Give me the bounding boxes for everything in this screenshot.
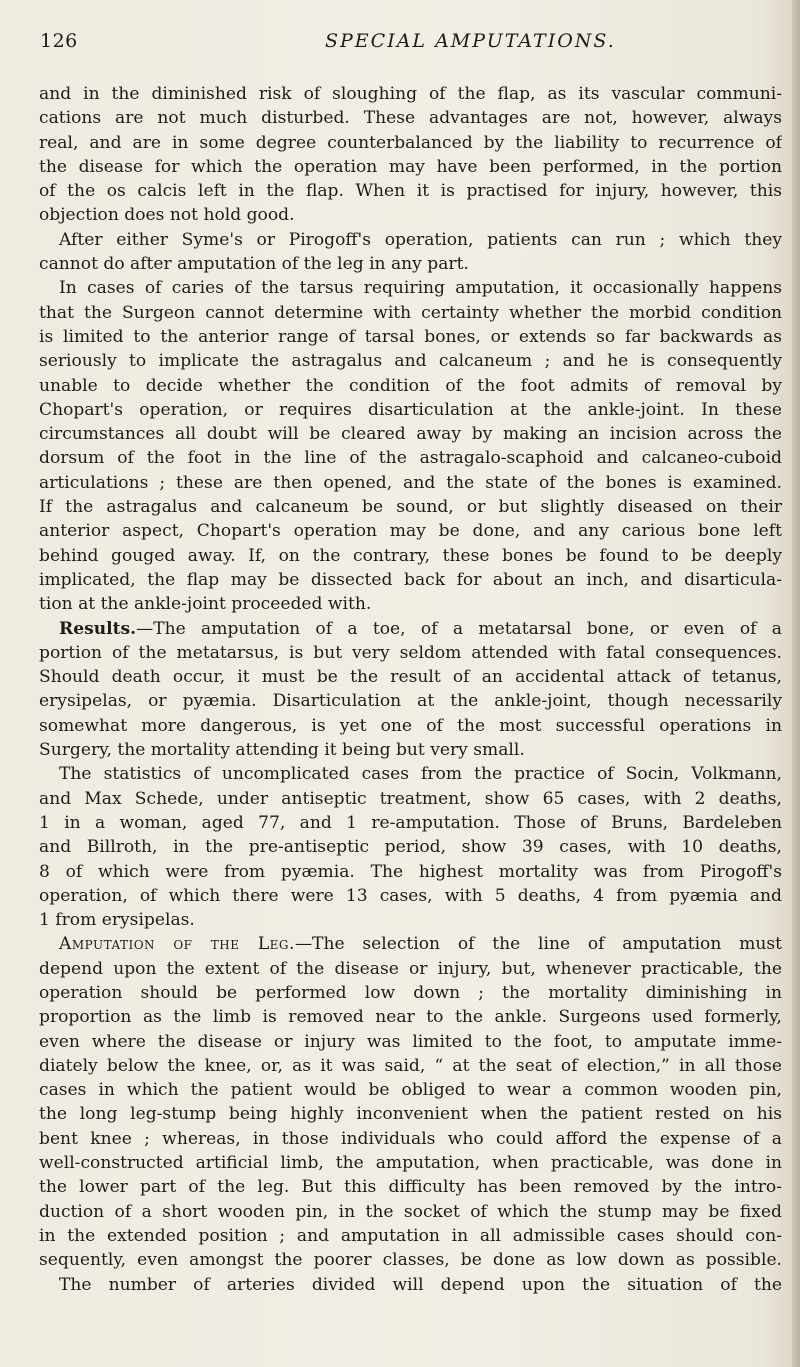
line-text: operation should be performed low down ; the mortality diminishing in — [39, 982, 782, 1003]
line-text: 8 of which were from pyæmia. The highest mortality was from Pirogoff's — [39, 861, 782, 882]
text-line — [39, 1200, 782, 1224]
line-text: the disease for which the operation may have been performed, in the portion — [39, 156, 782, 177]
text-line — [39, 1175, 782, 1199]
line-text: depend upon the extent of the disease or injury, but, whenever practicable, the — [39, 958, 782, 979]
line-text: the long leg-stump being highly inconvenient when the patient rested on his — [39, 1104, 782, 1125]
line-text: is limited to the anterior range of tarsal bones, or extends so far backwards as — [39, 326, 782, 347]
line-text: After either Syme's or Pirogoff's operation, patients can run ; which they — [59, 229, 782, 250]
body-text — [39, 82, 782, 1297]
line-text: implicated, the flap may be dissected back for about an inch, and disarticula- — [39, 569, 782, 590]
line-text: cannot do after amputation of the leg in any part. — [39, 254, 469, 275]
line-text: well-constructed artificial limb, the amputation, when practicable, was done in — [39, 1153, 782, 1174]
line-text: somewhat more dangerous, is yet one of the most successful operations in — [39, 715, 782, 736]
line-text: and Billroth, in the pre-antiseptic period, show 39 cases, with 10 deaths, — [39, 837, 782, 858]
line-text: and Max Schede, under antiseptic treatment, show 65 cases, with 2 deaths, — [39, 788, 782, 809]
line-text: In cases of caries of the tarsus requiring amputation, it occasionally happens — [59, 278, 782, 299]
line-text: anterior aspect, Chopart's operation may be done, and any carious bone left — [39, 521, 782, 542]
text-line — [39, 544, 782, 568]
text-line — [39, 471, 782, 495]
text-line — [39, 860, 782, 884]
line-text: The number of arteries divided will depend upon the situation of the — [59, 1274, 782, 1295]
line-text: dorsum of the foot in the line of the astragalo-scaphoid and calcaneo-cuboid — [39, 448, 782, 469]
text-line — [39, 179, 782, 203]
text-line — [39, 762, 782, 786]
page-header — [40, 30, 780, 70]
line-text: diately below the knee, or, as it was said, “ at the seat of election,” in all those — [39, 1055, 782, 1076]
text-line — [39, 1078, 782, 1102]
text-line — [39, 1224, 782, 1248]
text-line — [39, 617, 782, 641]
line-text: If the astragalus and calcaneum be sound, or but slightly diseased on their — [39, 497, 782, 518]
text-line — [39, 301, 782, 325]
line-text: of the os calcis left in the flap. When it is practised for injury, however, this — [39, 181, 782, 202]
line-text: seriously to implicate the astragalus and calcaneum ; and he is consequently — [39, 351, 782, 372]
line-text: sequently, even amongst the poorer classes, be done as low down as possible. — [39, 1250, 782, 1271]
line-text: cations are not much disturbed. These advantages are not, however, always — [39, 108, 782, 129]
line-text: Chopart's operation, or requires disarticulation at the ankle-joint. In these — [39, 399, 782, 420]
text-line — [39, 787, 782, 811]
text-line — [39, 1005, 782, 1029]
text-line — [39, 1273, 782, 1297]
running-title: SPECIAL AMPUTATIONS. — [325, 30, 616, 52]
text-line — [39, 1054, 782, 1078]
line-text: tion at the ankle-joint proceeded with. — [39, 594, 372, 615]
text-line — [39, 689, 782, 713]
text-line — [39, 738, 782, 762]
text-line — [39, 398, 782, 422]
text-line — [39, 422, 782, 446]
text-line — [39, 495, 782, 519]
text-line — [39, 641, 782, 665]
page-number: 126 — [40, 30, 78, 52]
line-text: the lower part of the leg. But this difficulty has been removed by the intro- — [39, 1177, 782, 1198]
line-text: duction of a short wooden pin, in the socket of which the stump may be fixed — [39, 1201, 782, 1222]
text-line — [39, 714, 782, 738]
line-text: unable to decide whether the condition of the foot admits of removal by — [39, 375, 782, 396]
line-text: 1 in a woman, aged 77, and 1 re-amputation. Those of Bruns, Bardeleben — [39, 812, 782, 833]
line-text: erysipelas, or pyæmia. Disarticulation at the ankle-joint, though necessarily — [39, 691, 782, 712]
section-heading: Results. — [59, 618, 137, 639]
line-text: real, and are in some degree counterbalanced by the liability to recurrence of — [39, 132, 782, 153]
line-text: Surgery, the mortality attending it being but very small. — [39, 740, 525, 761]
line-text: 1 from erysipelas. — [39, 910, 195, 931]
text-line — [39, 252, 782, 276]
line-text: —The selection of the line of amputation must — [294, 934, 782, 955]
text-line — [39, 446, 782, 470]
text-line — [39, 592, 782, 616]
line-text: articulations ; these are then opened, and the state of the bones is examined. — [39, 472, 782, 493]
text-line — [39, 155, 782, 179]
line-text: in the extended position ; and amputation in all admissible cases should con- — [39, 1225, 782, 1246]
line-text: bent knee ; whereas, in those individuals who could afford the expense of a — [39, 1128, 782, 1149]
text-line — [39, 374, 782, 398]
line-text: —The amputation of a toe, of a metatarsal bone, or even of a — [136, 618, 782, 639]
text-line — [39, 519, 782, 543]
line-text: Should death occur, it must be the result of an accidental attack of tetanus, — [39, 667, 782, 688]
line-text: cases in which the patient would be obliged to wear a common wooden pin, — [39, 1080, 782, 1101]
text-line — [39, 957, 782, 981]
line-text: even where the disease or injury was limited to the foot, to amputate imme- — [39, 1031, 782, 1052]
line-text: The statistics of uncomplicated cases from the practice of Socin, Volkmann, — [59, 764, 782, 785]
page-edge — [792, 0, 800, 1367]
text-line — [39, 908, 782, 932]
text-line — [39, 835, 782, 859]
line-text: objection does not hold good. — [39, 205, 295, 226]
line-text: operation, of which there were 13 cases, with 5 deaths, 4 from pyæmia and — [39, 885, 782, 906]
text-line — [39, 568, 782, 592]
text-line — [39, 1102, 782, 1126]
text-line — [39, 884, 782, 908]
line-text: that the Surgeon cannot determine with certainty whether the morbid condition — [39, 302, 782, 323]
text-line — [39, 325, 782, 349]
text-line — [39, 932, 782, 956]
text-line — [39, 228, 782, 252]
text-line — [39, 106, 782, 130]
text-line — [39, 665, 782, 689]
text-line — [39, 82, 782, 106]
text-line — [39, 349, 782, 373]
text-line — [39, 1030, 782, 1054]
line-text: and in the diminished risk of sloughing of the flap, as its vascular communi- — [39, 84, 782, 104]
text-line — [39, 1127, 782, 1151]
text-line — [39, 1248, 782, 1272]
text-line — [39, 811, 782, 835]
text-line — [39, 981, 782, 1005]
line-text: portion of the metatarsus, is but very seldom attended with fatal consequences. — [39, 642, 782, 663]
text-line — [39, 276, 782, 300]
line-text: circumstances all doubt will be cleared away by making an incision across the — [39, 424, 782, 445]
text-line — [39, 203, 782, 227]
line-text: behind gouged away. If, on the contrary, these bones be found to be deeply — [39, 545, 782, 566]
text-line — [39, 1151, 782, 1175]
text-line — [39, 131, 782, 155]
section-heading: Amputation of the Leg. — [59, 934, 295, 955]
line-text: proportion as the limb is removed near to the ankle. Surgeons used formerly, — [39, 1007, 782, 1028]
